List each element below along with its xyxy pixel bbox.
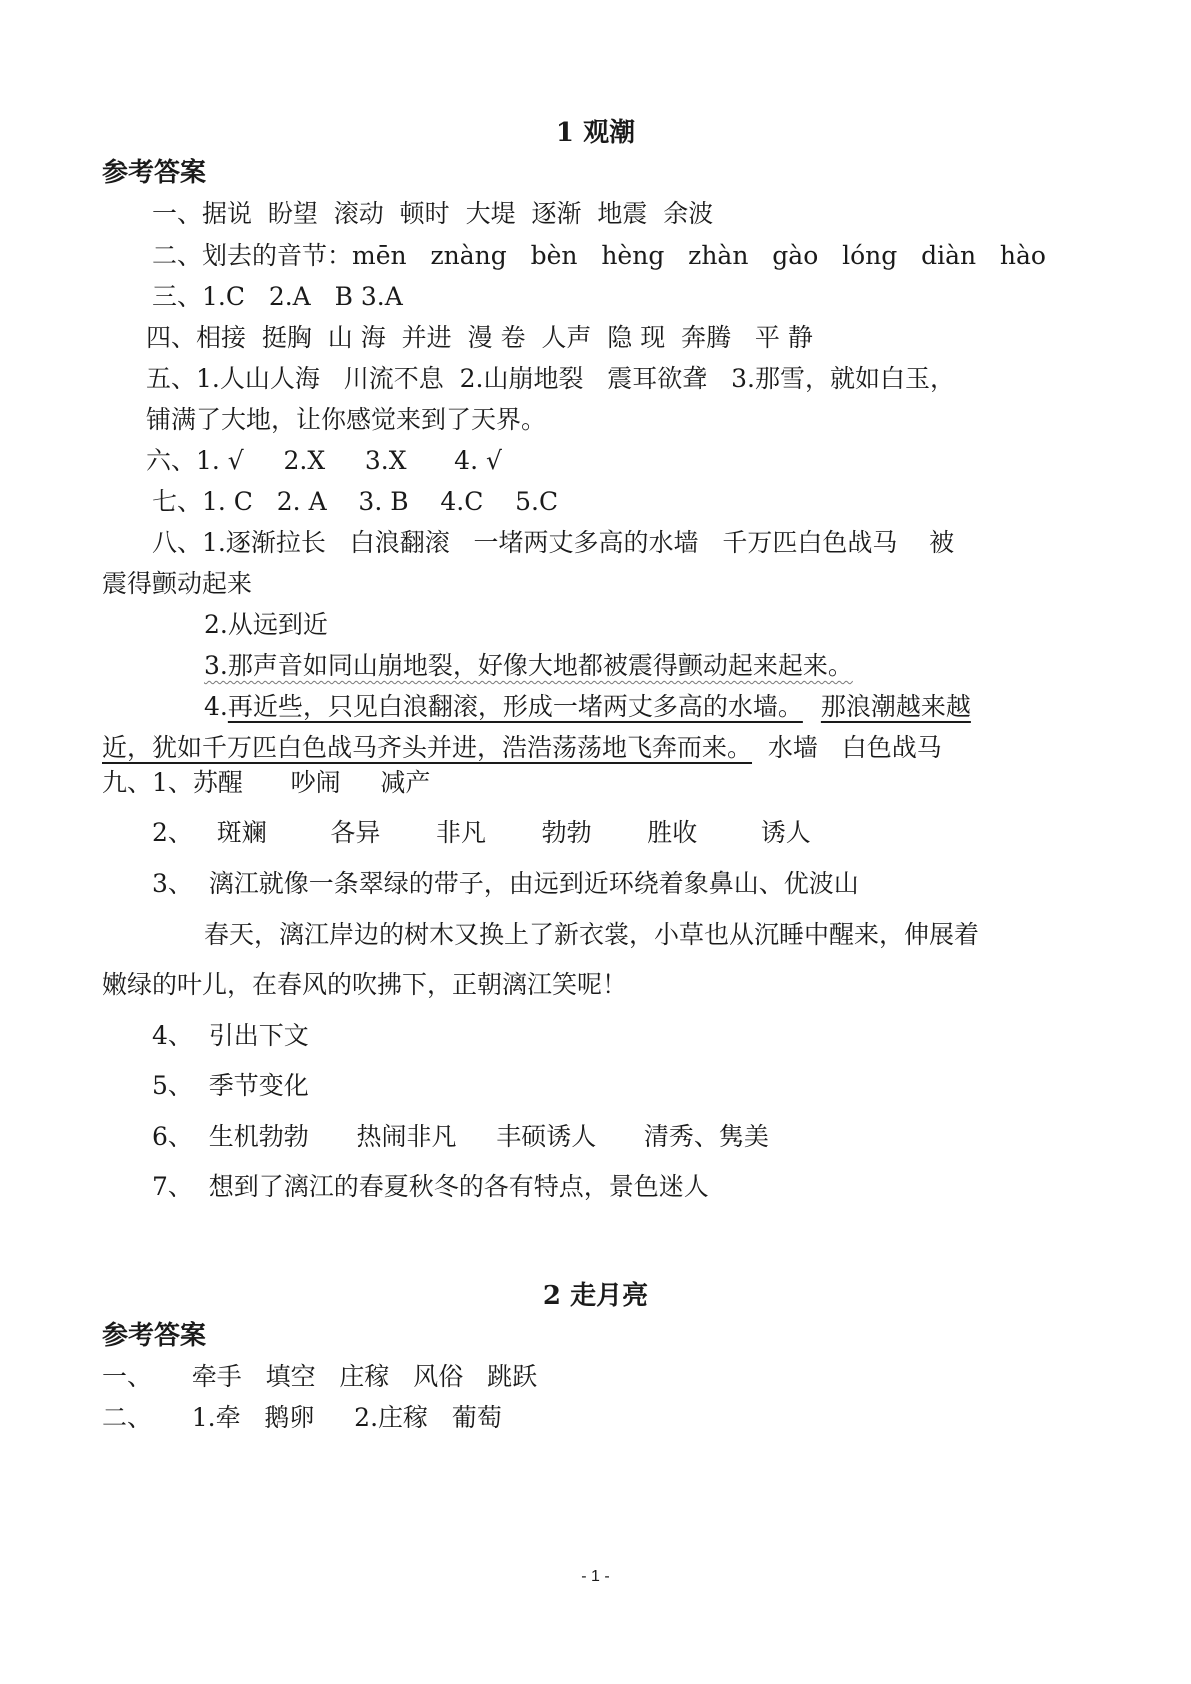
lesson1-q1: 一、据说 盼望 滚动 顿时 大堤 逐渐 地震 余波 (152, 199, 714, 228)
lesson1-q7: 七、1. C 2. A 3. B 4.C 5.C (152, 487, 559, 516)
lesson1-q3: 三、1.C 2.A B 3.A (152, 282, 403, 311)
lesson1-q4: 四、相接 挺胸 山 海 并进 漫 卷 人声 隐 现 奔腾 平 静 (146, 323, 813, 352)
lesson1-q9-4: 4、 引出下文 (152, 1021, 309, 1050)
q2-label: 二、划去的音节： (152, 241, 353, 270)
q8-4-underlined-part1: 再近些，只见白浪翻滚，形成一堵两丈多高的水墙。 (227, 692, 803, 721)
lesson1-q5-line2: 铺满了大地，让你感觉来到了天界。 (146, 405, 547, 434)
lesson1-subheading: 参考答案 (102, 158, 207, 188)
lesson2-q1: 一、 牵手 填空 庄稼 风俗 跳跃 (102, 1362, 538, 1391)
lesson1-q9-5: 5、 季节变化 (152, 1071, 309, 1100)
q8-4-suffix: 水墙 白色战马 (752, 733, 942, 762)
q8-4-prefix: 4. (204, 692, 228, 721)
lesson2-q2: 二、 1.牵 鹅卵 2.庄稼 葡萄 (102, 1403, 502, 1432)
lesson1-q9-3-para-line2: 嫩绿的叶儿，在春风的吹拂下，正朝漓江笑呢！ (102, 970, 628, 999)
lesson2-title: 2 走月亮 (542, 1281, 649, 1311)
q8-3-wavy-text: 3.那声音如同山崩地裂，好像大地都被震得颤动起来起来。 (204, 651, 853, 680)
lesson1-title: 1 观潮 (555, 118, 636, 148)
lesson1-q9-7: 7、 想到了漓江的春夏秋冬的各有特点，景色迷人 (152, 1172, 709, 1201)
lesson1-q5-line1: 五、1.人山人海 川流不息 2.山崩地裂 震耳欲聋 3.那雪，就如白玉， (146, 364, 955, 393)
lesson1-q9-6: 6、 生机勃勃 热闹非凡 丰硕诱人 清秀、隽美 (152, 1122, 769, 1151)
lesson2-subheading: 参考答案 (102, 1321, 207, 1351)
lesson1-q8-3 (204, 651, 853, 681)
page-number: - 1 - (581, 1568, 610, 1585)
lesson1-q8-4-line2 (102, 733, 942, 763)
q8-4-underlined-part2: 那浪潮越来越 (820, 692, 971, 721)
lesson1-q9-3: 3、 漓江就像一条翠绿的带子，由远到近环绕着象鼻山、优波山 (152, 869, 859, 898)
lesson1-q8-line2: 震得颤动起来 (102, 569, 253, 598)
lesson1-q9-2: 2、 斑斓 各异 非凡 勃勃 胜收 诱人 (152, 818, 811, 847)
lesson1-q2 (152, 241, 1046, 271)
lesson1-q8-line1: 八、1.逐渐拉长 白浪翻滚 一堵两丈多高的水墙 千万匹白色战马 被 (152, 528, 955, 557)
lesson1-q6: 六、1. √ 2.X 3.X 4. √ (146, 446, 502, 475)
q2-syllables: mēn znàng bèn hèng zhàn gào lóng diàn hào (352, 241, 1046, 270)
lesson1-q9-3-para-line1: 春天，漓江岸边的树木又换上了新衣裳，小草也从沉睡中醒来，伸展着 (204, 920, 980, 949)
lesson1-q8-2: 2.从远到近 (204, 610, 328, 639)
lesson1-q8-4-line1 (204, 692, 971, 722)
lesson1-q9-1: 九、1、苏醒 吵闹 减产 (102, 768, 431, 797)
q8-4-underlined-part3: 近，犹如千万匹白色战马齐头并进，浩浩荡荡地飞奔而来。 (102, 733, 753, 762)
